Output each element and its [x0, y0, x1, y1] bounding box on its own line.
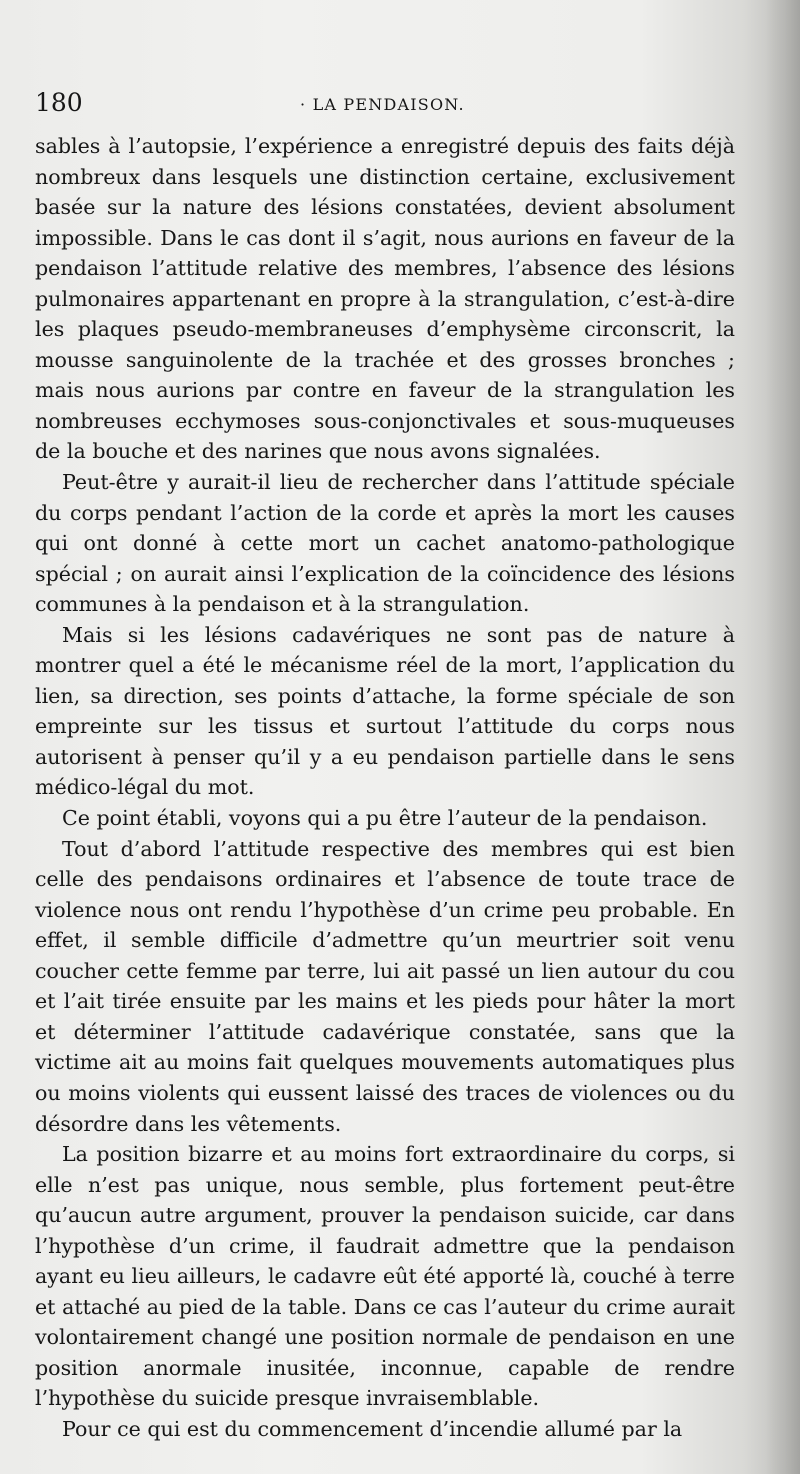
body-text	[35, 131, 735, 1445]
page-edge-shadow	[766, 0, 800, 1474]
paragraph: Pour ce qui est du commencement d’incendie allumé par la	[62, 1416, 683, 1441]
paragraph: Ce point établi, voyons qui a pu être l’auteur de la pendaison.	[62, 806, 708, 831]
paragraph: sables à l’autopsie, l’expérience a enregistré depuis des faits déjà nombreux dans lesquels une distinction certaine, exclusivement basée sur la nature des lésions constatées, devient absolument impossible. Dans le cas dont il s’agit, nous aurions en faveur de la pendaison l’attitude relative des membres, l’absence des lésions pulmonaires appartenant en propre à la strangulation, c’est-à-dire les plaques pseudo-membraneuses d’emphysème circonscrit, la mousse sanguinolente de la trachée et des grosses bronches ; mais nous aurions par contre en faveur de la strangulation les nombreuses ecchymoses sous-conjonctivales et sous-muqueuses de la bouche et des narines que nous avons signalées.	[35, 134, 735, 464]
paragraph: Tout d’abord l’attitude respective des membres qui est bien celle des pendaisons ordinaires et l’absence de toute trace de violence nous ont rendu l’hypothèse d’un crime peu probable. En effet, il semble difficile d’admettre qu’un meurtrier soit venu coucher cette femme par terre, lui ait passé un lien autour du cou et l’ait tirée ensuite par les mains et les pieds pour hâter la mort et déterminer l’attitude cadavérique constatée, sans que la victime ait au moins fait quelques mouvements automatiques plus ou moins violents qui eussent laissé des traces de violences ou du désordre dans les vêtements.	[35, 836, 735, 1136]
running-title: · LA PENDAISON.	[300, 95, 465, 114]
page-number: 180	[35, 88, 83, 117]
page-header	[35, 88, 735, 122]
paragraph: Peut-être y aurait-il lieu de rechercher dans l’attitude spéciale du corps pendant l’action de la corde et après la mort les causes qui ont donné à cette mort un cachet anatomo-pathologique spécial ; on aurait ainsi l’explication de la coïncidence des lésions communes à la pendaison et à la strangulation.	[35, 470, 735, 617]
paragraph: Mais si les lésions cadavériques ne sont pas de nature à montrer quel a été le mécanisme réel de la mort, l’application du lien, sa direction, ses points d’attache, la forme spéciale de son empreinte sur les tissus et surtout l’attitude du corps nous autorisent à penser qu’il y a eu pendaison partielle dans le sens médico-légal du mot.	[35, 622, 735, 800]
paragraph: La position bizarre et au moins fort extraordinaire du corps, si elle n’est pas unique, nous semble, plus fortement peut-être qu’aucun autre argument, prouver la pendaison suicide, car dans l’hypothèse d’un crime, il faudrait admettre que la pendaison ayant eu lieu ailleurs, le cadavre eût été apporté là, couché à terre et attaché au pied de la table. Dans ce cas l’auteur du crime aurait volontairement changé une position normale de pendaison en une position anormale inusitée, inconnue, capable de rendre l’hypothèse du suicide presque invraisemblable.	[35, 1142, 735, 1411]
